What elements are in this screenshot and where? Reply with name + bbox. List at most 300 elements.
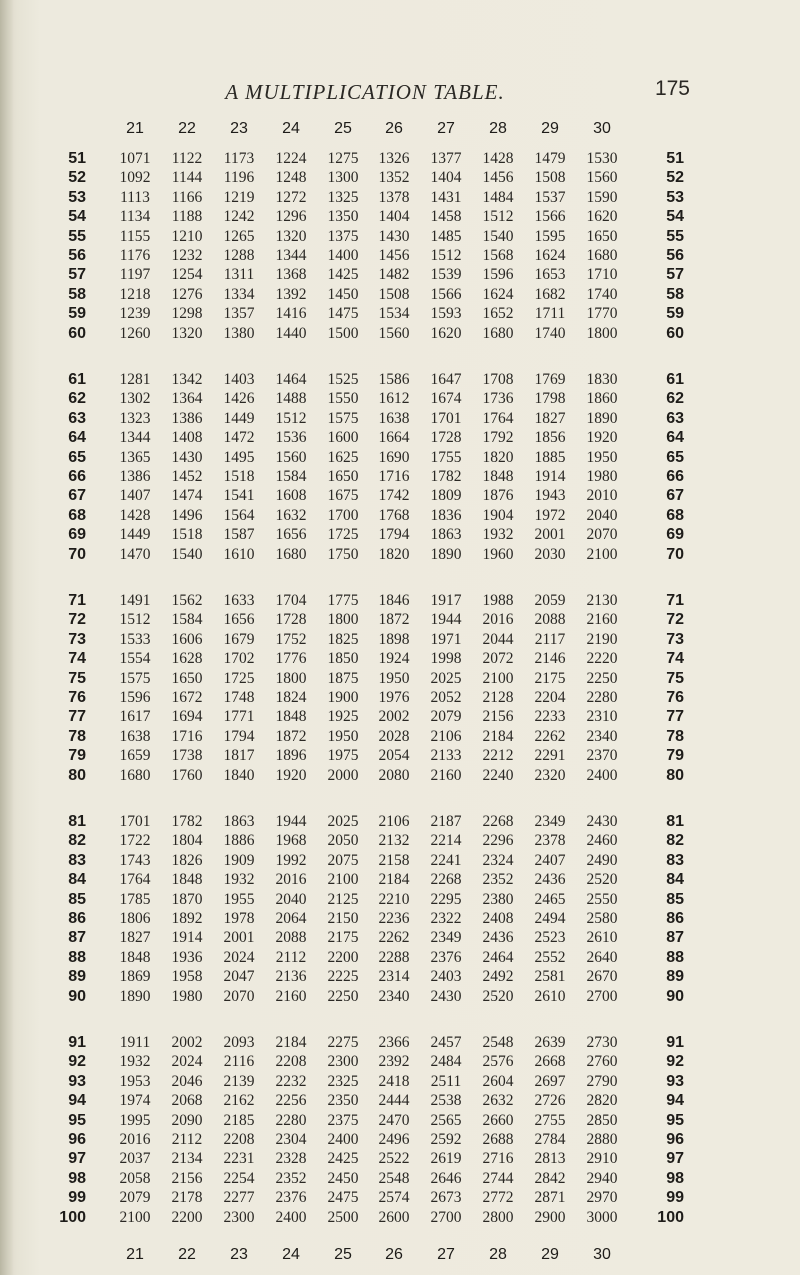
column-header: 23 xyxy=(230,1246,248,1263)
row-label-right: 52 xyxy=(666,169,684,187)
row-label-left: 100 xyxy=(59,1208,86,1226)
table-row xyxy=(0,506,800,525)
product-cell: 1936 xyxy=(171,948,203,966)
product-cell: 1537 xyxy=(534,188,566,206)
product-cell: 2790 xyxy=(586,1072,618,1090)
column-header: 27 xyxy=(437,120,455,137)
product-cell: 1134 xyxy=(119,208,151,226)
product-cell: 2052 xyxy=(430,689,462,706)
product-cell: 1653 xyxy=(534,266,566,284)
product-cell: 1380 xyxy=(223,324,255,342)
product-cell: 1892 xyxy=(171,910,203,927)
product-cell: 2001 xyxy=(223,929,255,947)
product-cell: 2125 xyxy=(327,890,359,908)
product-cell: 1694 xyxy=(171,708,203,726)
product-cell: 1911 xyxy=(119,1034,151,1051)
product-cell: 1428 xyxy=(119,506,151,524)
table-row xyxy=(0,409,800,428)
product-cell: 2581 xyxy=(534,968,566,986)
product-cell: 2484 xyxy=(430,1053,462,1071)
product-cell: 1978 xyxy=(223,910,255,927)
column-header-top xyxy=(0,118,800,140)
product-cell: 2565 xyxy=(430,1111,462,1129)
product-cell: 2150 xyxy=(327,910,359,927)
column-header: 21 xyxy=(126,120,144,137)
row-label-right: 53 xyxy=(666,188,684,206)
product-cell: 2025 xyxy=(430,669,462,687)
table-row xyxy=(0,812,800,831)
row-label-left: 74 xyxy=(68,650,86,668)
product-cell: 1610 xyxy=(223,545,255,563)
row-label-left: 82 xyxy=(68,832,86,850)
row-label-right: 97 xyxy=(666,1150,684,1168)
product-cell: 1950 xyxy=(378,669,410,687)
product-cell: 1848 xyxy=(171,871,203,889)
product-cell: 1458 xyxy=(430,208,462,226)
column-header: 23 xyxy=(230,120,248,137)
row-label-left: 97 xyxy=(68,1150,86,1168)
product-cell: 1575 xyxy=(327,409,359,427)
row-label-left: 54 xyxy=(68,208,86,226)
product-cell: 1725 xyxy=(223,669,255,687)
product-cell: 2300 xyxy=(327,1053,359,1071)
product-cell: 1378 xyxy=(378,188,410,206)
row-label-left: 71 xyxy=(68,592,86,609)
product-cell: 1872 xyxy=(378,611,410,629)
product-cell: 1633 xyxy=(223,592,255,609)
column-header: 26 xyxy=(385,1246,403,1263)
product-cell: 2325 xyxy=(327,1072,359,1090)
table-row xyxy=(0,727,800,746)
table-row xyxy=(0,1188,800,1207)
product-cell: 1352 xyxy=(378,169,410,187)
product-cell: 1300 xyxy=(327,169,359,187)
product-cell: 2580 xyxy=(586,910,618,927)
product-cell: 1377 xyxy=(430,150,462,167)
product-cell: 2184 xyxy=(275,1034,307,1051)
product-cell: 1817 xyxy=(223,747,255,765)
product-cell: 1232 xyxy=(171,247,203,264)
row-label-left: 73 xyxy=(68,630,86,648)
product-cell: 1638 xyxy=(378,409,410,427)
product-cell: 2425 xyxy=(327,1150,359,1168)
product-cell: 1404 xyxy=(378,208,410,226)
page-number: 175 xyxy=(654,77,690,100)
table-row xyxy=(0,1091,800,1110)
product-cell: 1113 xyxy=(120,188,150,206)
product-cell: 1980 xyxy=(586,468,618,485)
product-cell: 1485 xyxy=(430,227,462,245)
product-cell: 1800 xyxy=(586,324,618,342)
product-cell: 1275 xyxy=(327,150,359,167)
product-cell: 2500 xyxy=(327,1208,359,1226)
product-cell: 1885 xyxy=(534,448,566,466)
product-cell: 1495 xyxy=(223,448,255,466)
table-row xyxy=(0,1169,800,1188)
product-cell: 1708 xyxy=(482,371,514,388)
product-cell: 2464 xyxy=(482,948,514,966)
product-cell: 1900 xyxy=(327,689,359,706)
product-cell: 2523 xyxy=(534,929,566,947)
product-cell: 1701 xyxy=(430,409,462,427)
product-cell: 1794 xyxy=(223,727,255,745)
row-label-right: 90 xyxy=(666,987,684,1005)
row-label-left: 87 xyxy=(68,929,86,947)
product-cell: 1188 xyxy=(171,208,203,226)
product-cell: 1375 xyxy=(327,227,359,245)
product-cell: 1254 xyxy=(171,266,203,284)
row-label-right: 81 xyxy=(666,813,684,830)
product-cell: 2552 xyxy=(534,948,566,966)
column-header: 25 xyxy=(334,1246,352,1263)
product-cell: 1323 xyxy=(119,409,151,427)
product-cell: 1960 xyxy=(482,545,514,563)
product-cell: 2178 xyxy=(171,1189,203,1207)
product-cell: 1856 xyxy=(534,429,566,447)
product-cell: 2132 xyxy=(378,832,410,850)
product-cell: 1508 xyxy=(534,169,566,187)
product-cell: 1365 xyxy=(119,448,151,466)
product-cell: 1620 xyxy=(430,324,462,342)
product-cell: 2352 xyxy=(275,1169,307,1187)
product-cell: 1484 xyxy=(482,188,514,206)
product-cell: 2744 xyxy=(482,1169,514,1187)
product-cell: 1995 xyxy=(119,1111,151,1129)
product-cell: 2300 xyxy=(223,1208,255,1226)
product-cell: 2075 xyxy=(327,851,359,869)
product-cell: 2813 xyxy=(534,1150,566,1168)
product-cell: 1770 xyxy=(586,305,618,323)
product-cell: 1472 xyxy=(223,429,255,447)
product-cell: 1872 xyxy=(275,727,307,745)
product-cell: 1680 xyxy=(119,766,151,784)
product-cell: 1596 xyxy=(119,689,151,706)
product-cell: 1920 xyxy=(586,429,618,447)
table-row xyxy=(0,389,800,408)
table-row xyxy=(0,149,800,168)
product-cell: 1475 xyxy=(327,305,359,323)
product-cell: 2100 xyxy=(327,871,359,889)
product-cell: 1512 xyxy=(482,208,514,226)
product-cell: 1482 xyxy=(378,266,410,284)
column-header: 25 xyxy=(334,120,352,137)
product-cell: 2760 xyxy=(586,1053,618,1071)
product-cell: 1491 xyxy=(119,592,151,609)
product-cell: 2112 xyxy=(171,1131,203,1148)
row-label-left: 66 xyxy=(68,468,86,485)
product-cell: 2068 xyxy=(171,1092,203,1110)
product-cell: 1564 xyxy=(223,506,255,524)
product-cell: 1830 xyxy=(586,371,618,388)
product-cell: 1562 xyxy=(171,592,203,609)
product-cell: 2231 xyxy=(223,1150,255,1168)
column-header: 21 xyxy=(126,1246,144,1263)
product-cell: 2940 xyxy=(586,1169,618,1187)
table-row xyxy=(0,928,800,947)
product-cell: 1850 xyxy=(327,650,359,668)
product-cell: 1748 xyxy=(223,689,255,706)
product-cell: 1827 xyxy=(119,929,151,947)
row-label-left: 81 xyxy=(68,813,86,830)
product-cell: 2280 xyxy=(586,689,618,706)
table-row xyxy=(0,545,800,564)
product-cell: 1425 xyxy=(327,266,359,284)
row-label-left: 59 xyxy=(68,305,86,323)
product-cell: 2136 xyxy=(275,968,307,986)
product-cell: 2880 xyxy=(586,1131,618,1148)
product-cell: 1450 xyxy=(327,285,359,303)
product-cell: 2436 xyxy=(482,929,514,947)
row-label-left: 70 xyxy=(68,545,86,563)
product-cell: 1452 xyxy=(171,468,203,485)
product-cell: 1298 xyxy=(171,305,203,323)
table-row xyxy=(0,467,800,486)
table-row xyxy=(0,688,800,707)
row-label-right: 84 xyxy=(666,871,684,889)
product-cell: 1326 xyxy=(378,150,410,167)
product-cell: 1320 xyxy=(275,227,307,245)
product-cell: 1752 xyxy=(275,630,307,648)
product-cell: 1496 xyxy=(171,506,203,524)
product-cell: 1400 xyxy=(327,247,359,264)
row-label-left: 69 xyxy=(68,526,86,544)
product-cell: 1728 xyxy=(275,611,307,629)
product-cell: 1539 xyxy=(430,266,462,284)
product-cell: 2233 xyxy=(534,708,566,726)
product-cell: 1408 xyxy=(171,429,203,447)
product-cell: 2407 xyxy=(534,851,566,869)
product-cell: 1342 xyxy=(171,371,203,388)
row-label-right: 92 xyxy=(666,1053,684,1071)
product-cell: 1518 xyxy=(171,526,203,544)
product-cell: 2772 xyxy=(482,1189,514,1207)
table-row xyxy=(0,630,800,649)
product-cell: 2400 xyxy=(327,1131,359,1148)
product-cell: 1628 xyxy=(171,650,203,668)
row-label-right: 95 xyxy=(666,1111,684,1129)
row-label-right: 100 xyxy=(657,1208,684,1226)
product-cell: 1742 xyxy=(378,487,410,505)
product-cell: 1210 xyxy=(171,227,203,245)
product-cell: 1625 xyxy=(327,448,359,466)
row-label-right: 63 xyxy=(666,409,684,427)
product-cell: 1917 xyxy=(430,592,462,609)
product-cell: 1824 xyxy=(275,689,307,706)
product-cell: 1357 xyxy=(223,305,255,323)
product-cell: 1863 xyxy=(223,813,255,830)
product-cell: 1711 xyxy=(534,305,566,323)
row-label-left: 57 xyxy=(68,266,86,284)
product-cell: 2225 xyxy=(327,968,359,986)
product-cell: 1534 xyxy=(378,305,410,323)
product-cell: 2730 xyxy=(586,1034,618,1051)
product-cell: 1276 xyxy=(171,285,203,303)
product-cell: 1863 xyxy=(430,526,462,544)
product-cell: 2910 xyxy=(586,1150,618,1168)
table-row xyxy=(0,948,800,967)
product-cell: 1092 xyxy=(119,169,151,187)
product-cell: 1848 xyxy=(119,948,151,966)
product-cell: 2277 xyxy=(223,1189,255,1207)
product-cell: 2112 xyxy=(275,948,307,966)
table-row xyxy=(0,246,800,265)
row-label-right: 80 xyxy=(666,766,684,784)
product-cell: 2134 xyxy=(171,1150,203,1168)
product-cell: 2349 xyxy=(430,929,462,947)
product-cell: 2673 xyxy=(430,1189,462,1207)
product-cell: 1736 xyxy=(482,390,514,408)
row-label-left: 98 xyxy=(68,1169,86,1187)
product-cell: 2204 xyxy=(534,689,566,706)
product-cell: 2871 xyxy=(534,1189,566,1207)
table-row xyxy=(0,870,800,889)
product-cell: 2340 xyxy=(586,727,618,745)
table-row xyxy=(0,909,800,928)
product-cell: 1800 xyxy=(327,611,359,629)
product-cell: 1998 xyxy=(430,650,462,668)
row-label-right: 56 xyxy=(666,247,684,264)
table-row xyxy=(0,1072,800,1091)
product-cell: 1344 xyxy=(275,247,307,264)
product-cell: 1976 xyxy=(378,689,410,706)
product-cell: 2324 xyxy=(482,851,514,869)
product-cell: 2375 xyxy=(327,1111,359,1129)
product-cell: 2376 xyxy=(430,948,462,966)
product-cell: 1416 xyxy=(275,305,307,323)
row-label-left: 55 xyxy=(68,227,86,245)
product-cell: 2314 xyxy=(378,968,410,986)
product-cell: 1876 xyxy=(482,487,514,505)
product-cell: 1716 xyxy=(378,468,410,485)
product-cell: 2403 xyxy=(430,968,462,986)
product-cell: 1512 xyxy=(430,247,462,264)
product-cell: 2520 xyxy=(586,871,618,889)
product-cell: 2106 xyxy=(378,813,410,830)
product-cell: 2190 xyxy=(586,630,618,648)
row-label-right: 60 xyxy=(666,324,684,342)
product-cell: 1743 xyxy=(119,851,151,869)
product-cell: 1820 xyxy=(378,545,410,563)
product-cell: 1944 xyxy=(275,813,307,830)
product-cell: 2522 xyxy=(378,1150,410,1168)
row-label-right: 51 xyxy=(666,150,684,167)
product-cell: 1972 xyxy=(534,506,566,524)
row-label-right: 98 xyxy=(666,1169,684,1187)
product-cell: 2418 xyxy=(378,1072,410,1090)
product-cell: 1530 xyxy=(586,150,618,167)
product-cell: 1428 xyxy=(482,150,514,167)
product-cell: 2408 xyxy=(482,910,514,927)
product-cell: 2632 xyxy=(482,1092,514,1110)
product-cell: 2640 xyxy=(586,948,618,966)
row-label-right: 94 xyxy=(666,1092,684,1110)
product-cell: 2214 xyxy=(430,832,462,850)
product-cell: 2240 xyxy=(482,766,514,784)
column-header: 29 xyxy=(541,1246,559,1263)
product-cell: 2610 xyxy=(534,987,566,1005)
product-cell: 2475 xyxy=(327,1189,359,1207)
product-cell: 2016 xyxy=(275,871,307,889)
product-cell: 2492 xyxy=(482,968,514,986)
row-label-left: 90 xyxy=(68,987,86,1005)
column-header: 28 xyxy=(489,1246,507,1263)
product-cell: 2320 xyxy=(534,766,566,784)
product-cell: 1760 xyxy=(171,766,203,784)
product-cell: 2175 xyxy=(327,929,359,947)
table-row xyxy=(0,265,800,284)
row-label-right: 72 xyxy=(666,611,684,629)
table-row xyxy=(0,591,800,610)
product-cell: 1716 xyxy=(171,727,203,745)
product-cell: 1682 xyxy=(534,285,566,303)
product-cell: 2185 xyxy=(223,1111,255,1129)
product-cell: 1702 xyxy=(223,650,255,668)
product-cell: 2016 xyxy=(482,611,514,629)
product-cell: 1992 xyxy=(275,851,307,869)
product-cell: 2088 xyxy=(275,929,307,947)
product-cell: 1440 xyxy=(275,324,307,342)
product-cell: 2619 xyxy=(430,1150,462,1168)
product-cell: 1587 xyxy=(223,526,255,544)
product-cell: 1896 xyxy=(275,747,307,765)
product-cell: 2210 xyxy=(378,890,410,908)
row-label-right: 54 xyxy=(666,208,684,226)
product-cell: 2156 xyxy=(482,708,514,726)
product-cell: 1512 xyxy=(119,611,151,629)
product-cell: 1071 xyxy=(119,150,151,167)
product-cell: 2660 xyxy=(482,1111,514,1129)
product-cell: 1584 xyxy=(275,468,307,485)
column-header: 24 xyxy=(282,1246,300,1263)
product-cell: 1800 xyxy=(275,669,307,687)
product-cell: 1652 xyxy=(482,305,514,323)
product-cell: 1281 xyxy=(119,371,151,388)
product-cell: 2639 xyxy=(534,1034,566,1051)
product-cell: 1540 xyxy=(482,227,514,245)
row-label-right: 62 xyxy=(666,390,684,408)
product-cell: 1617 xyxy=(119,708,151,726)
product-cell: 1311 xyxy=(223,266,255,284)
product-cell: 2550 xyxy=(586,890,618,908)
row-label-left: 96 xyxy=(68,1131,86,1148)
product-cell: 2697 xyxy=(534,1072,566,1090)
product-cell: 1512 xyxy=(275,409,307,427)
product-cell: 2093 xyxy=(223,1034,255,1051)
row-label-left: 56 xyxy=(68,247,86,264)
product-cell: 2070 xyxy=(223,987,255,1005)
product-cell: 1680 xyxy=(586,247,618,264)
row-label-left: 88 xyxy=(68,948,86,966)
product-cell: 1950 xyxy=(586,448,618,466)
product-cell: 2160 xyxy=(430,766,462,784)
product-cell: 1197 xyxy=(119,266,151,284)
table-row xyxy=(0,168,800,187)
row-label-right: 86 xyxy=(666,910,684,927)
product-cell: 1350 xyxy=(327,208,359,226)
product-cell: 1806 xyxy=(119,910,151,927)
product-cell: 1219 xyxy=(223,188,255,206)
row-label-left: 78 xyxy=(68,727,86,745)
product-cell: 2088 xyxy=(534,611,566,629)
product-cell: 2184 xyxy=(378,871,410,889)
product-cell: 1540 xyxy=(171,545,203,563)
product-cell: 2490 xyxy=(586,851,618,869)
product-cell: 1775 xyxy=(327,592,359,609)
table-row xyxy=(0,304,800,323)
row-label-right: 82 xyxy=(666,832,684,850)
row-label-left: 93 xyxy=(68,1072,86,1090)
table-row xyxy=(0,370,800,389)
